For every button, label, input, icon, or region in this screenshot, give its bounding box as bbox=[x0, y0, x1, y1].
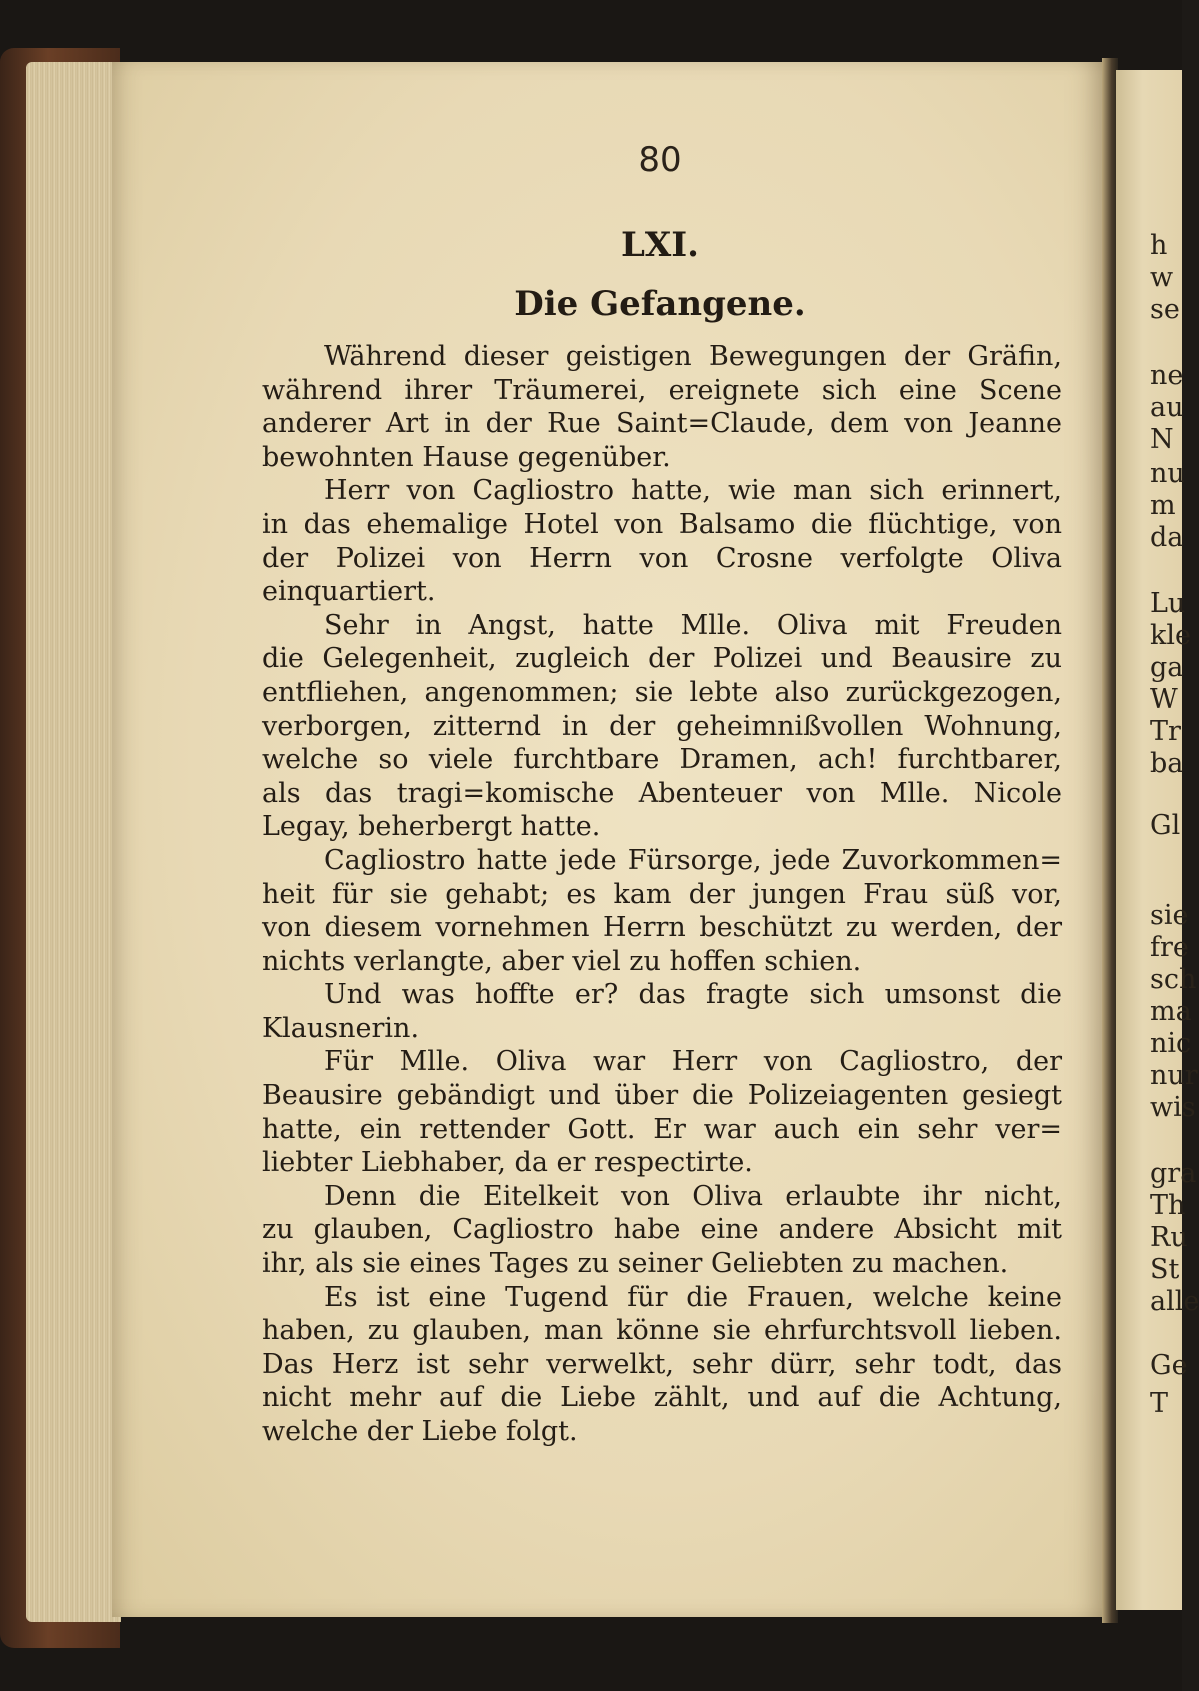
next-page-fragment: ga bbox=[1150, 652, 1184, 683]
next-page-fragment: T bbox=[1150, 1388, 1169, 1419]
text-line: nichts verlangte, aber viel zu hoffen schien. bbox=[262, 945, 862, 977]
next-page-fragment: ne bbox=[1150, 360, 1184, 391]
next-page-fragment: St bbox=[1150, 1254, 1180, 1285]
next-page-fragment: da bbox=[1150, 522, 1184, 553]
text-line: einquartiert. bbox=[262, 576, 436, 608]
text-line: entfliehen, angenommen; sie lebte also zurückgezogen, bbox=[262, 676, 1062, 708]
text-line: anderer Art in der Rue Saint=Claude, dem von Jeanne bbox=[262, 408, 1062, 440]
text-line: Klausnerin. bbox=[262, 1012, 420, 1044]
next-page-fragment: h bbox=[1150, 230, 1168, 261]
text-line: ihr, als sie eines Tages zu seiner Geliebten zu machen. bbox=[262, 1248, 1009, 1280]
next-page-fragment: alle bbox=[1150, 1286, 1199, 1317]
next-page-fragment: w bbox=[1150, 262, 1174, 293]
next-page-fragment: kle bbox=[1150, 620, 1191, 651]
next-page-fragment: fre bbox=[1150, 932, 1189, 963]
text-line: Cagliostro hatte jede Fürsorge, jede Zuvorkommen= bbox=[324, 844, 1062, 876]
text-line: in das ehemalige Hotel von Balsamo die flüchtige, von bbox=[262, 508, 1062, 540]
text-line: Legay, beherbergt hatte. bbox=[262, 811, 601, 843]
body-text bbox=[262, 340, 1062, 1449]
next-page-fragment: Ge bbox=[1150, 1350, 1188, 1381]
text-line: Denn die Eitelkeit von Oliva erlaubte ihr nicht, bbox=[324, 1180, 1062, 1212]
chapter-title: Die Gefangene. bbox=[514, 284, 806, 324]
chapter-number: LXI. bbox=[620, 225, 700, 265]
next-page-fragment: gra bbox=[1150, 1158, 1197, 1189]
text-line: liebter Liebhaber, da er respectirte. bbox=[262, 1147, 753, 1179]
next-page-fragment: sie bbox=[1150, 900, 1189, 931]
next-page-fragment: N bbox=[1150, 424, 1174, 455]
page-number: 80 bbox=[638, 140, 682, 180]
text-line: welche der Liebe folgt. bbox=[262, 1416, 578, 1447]
text-line: als das tragi=komische Abenteuer von Mlle. Nicole bbox=[262, 777, 1062, 809]
next-page-fragment: ma bbox=[1150, 996, 1192, 1027]
text-line: zu glauben, Cagliostro habe eine andere Absicht mit bbox=[262, 1214, 1062, 1246]
text-line: Und was hoffte er? das fragte sich umsonst die bbox=[324, 979, 1062, 1011]
text-line: während ihrer Träumerei, ereignete sich eine Scene bbox=[262, 374, 1062, 406]
text-line: haben, zu glauben, man könne sie ehrfurchtsvoll lieben. bbox=[262, 1315, 1062, 1347]
text-line: der Polizei von Herrn von Crosne verfolgte Oliva bbox=[262, 542, 1062, 574]
text-line: Herr von Cagliostro hatte, wie man sich erinnert, bbox=[324, 475, 1062, 507]
text-line: von diesem vornehmen Herrn beschützt zu werden, der bbox=[262, 912, 1062, 944]
next-page-fragment: nu bbox=[1150, 458, 1185, 489]
next-page-fragment: m bbox=[1150, 490, 1176, 521]
next-page-fragment: se bbox=[1150, 294, 1180, 325]
text-line: welche so viele furchtbare Dramen, ach! furchtbarer, bbox=[262, 744, 1062, 776]
next-page-fragment: Tr bbox=[1150, 716, 1181, 747]
next-page-fragment: ba bbox=[1150, 748, 1184, 779]
next-page-fragment: Gl bbox=[1150, 810, 1181, 841]
next-page-fragment: au bbox=[1150, 392, 1184, 423]
page-block-edges bbox=[26, 62, 121, 1622]
text-line: verborgen, zitternd in der geheimnißvollen Wohnung, bbox=[262, 710, 1062, 742]
next-page-fragment: nic bbox=[1150, 1028, 1192, 1059]
book-page-right-partial bbox=[1116, 70, 1199, 1610]
text-line: Es ist eine Tugend für die Frauen, welche keine bbox=[324, 1281, 1062, 1313]
text-line: hatte, ein rettender Gott. Er war auch ein sehr ver= bbox=[262, 1113, 1062, 1145]
next-page-fragment: sch bbox=[1150, 964, 1197, 995]
next-page-fragment: wis bbox=[1150, 1092, 1196, 1123]
text-line: Das Herz ist sehr verwelkt, sehr dürr, sehr todt, das bbox=[262, 1348, 1062, 1380]
next-page-fragment: Lu bbox=[1150, 588, 1186, 619]
text-line: heit für sie gehabt; es kam der jungen Frau süß vor, bbox=[262, 878, 1062, 910]
text-line: Während dieser geistigen Bewegungen der Gräfin, bbox=[324, 341, 1062, 372]
text-line: Sehr in Angst, hatte Mlle. Oliva mit Freuden bbox=[324, 609, 1062, 641]
text-line: nicht mehr auf die Liebe zählt, und auf die Achtung, bbox=[262, 1382, 1062, 1414]
text-line: die Gelegenheit, zugleich der Polizei und Beausire zu bbox=[262, 643, 1062, 675]
next-page-fragment: Th bbox=[1150, 1190, 1186, 1221]
next-page-fragment: nur bbox=[1150, 1060, 1198, 1091]
text-line: Beausire gebändigt und über die Polizeiagenten gesiegt bbox=[262, 1080, 1062, 1112]
text-line: bewohnten Hause gegenüber. bbox=[262, 441, 671, 473]
next-page-fragment: W bbox=[1150, 684, 1178, 715]
text-line: Für Mlle. Oliva war Herr von Cagliostro, der bbox=[324, 1046, 1062, 1078]
next-page-fragment: Ru bbox=[1150, 1222, 1188, 1253]
